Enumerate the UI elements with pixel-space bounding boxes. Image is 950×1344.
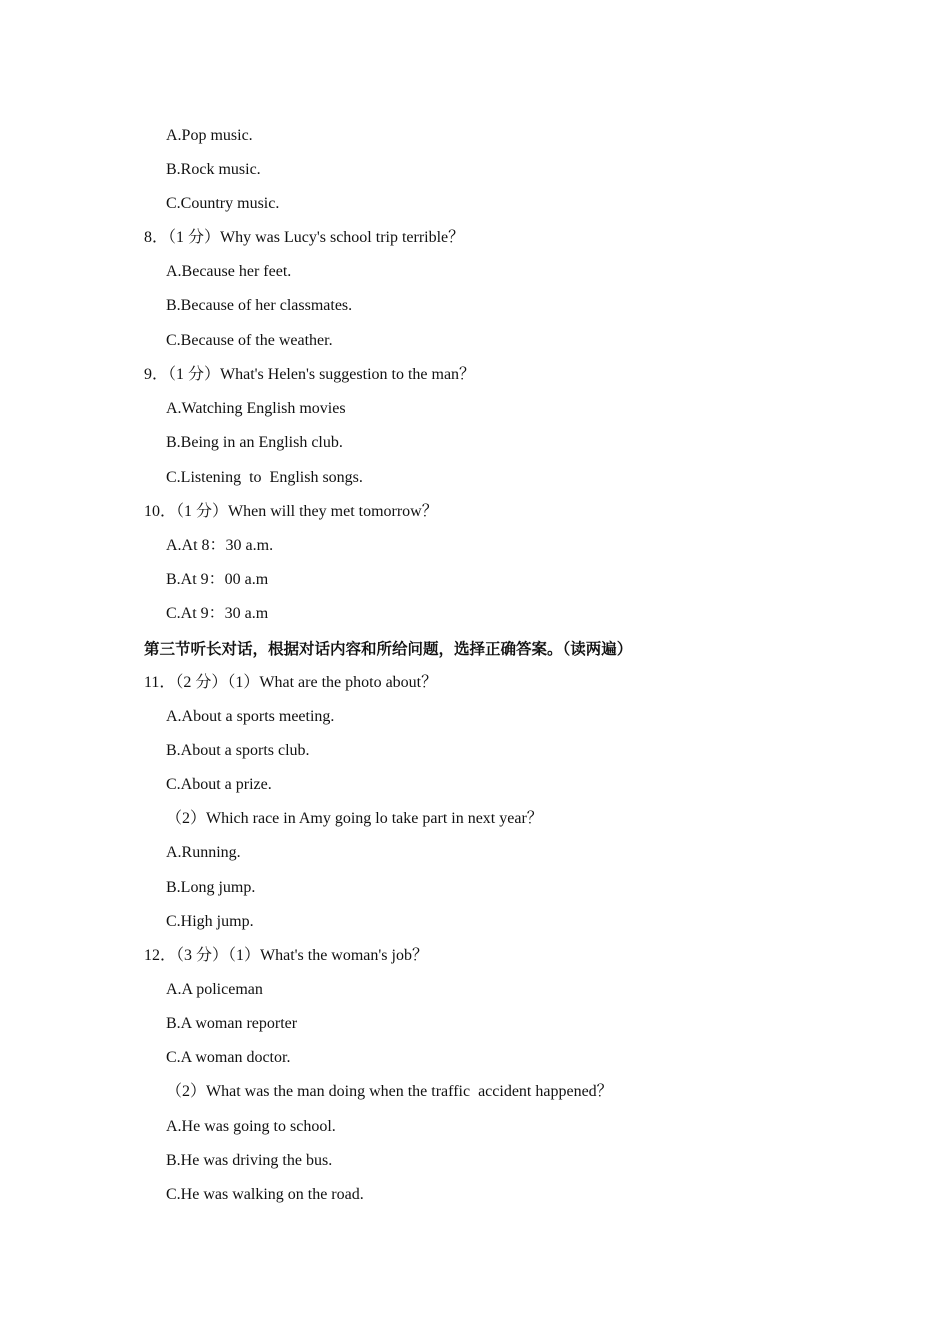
- q11-2-option-a: A.Running.: [166, 844, 241, 861]
- section-3-heading: 第三节听长对话，根据对话内容和所给问题，选择正确答案。（读两遍）: [144, 640, 633, 658]
- q12-2-option-b: B.He was driving the bus.: [166, 1152, 333, 1169]
- q9-option-c: C.Listening to English songs.: [166, 469, 363, 486]
- q8-option-a: A.Because her feet.: [166, 263, 292, 280]
- q12-2-option-c: C.He was walking on the road.: [166, 1186, 364, 1203]
- q11-2-option-c: C.High jump.: [166, 913, 254, 930]
- q12-1-option-c: C.A woman doctor.: [166, 1049, 291, 1066]
- q11-1-option-b: B.About a sports club.: [166, 742, 310, 759]
- q7-option-b: B.Rock music.: [166, 161, 261, 178]
- q11-2-stem: （2）Which race in Amy going lo take part in next year？: [166, 810, 543, 827]
- q10-option-c: C.At 9：30 a.m: [166, 605, 269, 622]
- q12-2-option-a: A.He was going to school.: [166, 1118, 336, 1135]
- q8-option-c: C.Because of the weather.: [166, 332, 333, 349]
- q10-stem: 10．（1 分）When will they met tomorrow？: [144, 503, 438, 520]
- q11-1-option-c: C.About a prize.: [166, 776, 272, 793]
- q7-option-a: A.Pop music.: [166, 127, 253, 144]
- q10-option-a: A.At 8：30 a.m.: [166, 537, 274, 554]
- q11-stem: 11．（2 分）（1）What are the photo about？: [144, 674, 438, 691]
- q11-2-option-b: B.Long jump.: [166, 879, 256, 896]
- q12-stem: 12．（3 分）（1）What's the woman's job？: [144, 947, 428, 964]
- q8-option-b: B.Because of her classmates.: [166, 297, 353, 314]
- q12-1-option-a: A.A policeman: [166, 981, 263, 998]
- q9-stem: 9．（1 分）What's Helen's suggestion to the man？: [144, 366, 476, 383]
- q12-2-stem: （2）What was the man doing when the traffic accident happened？: [166, 1083, 613, 1100]
- q7-option-c: C.Country music.: [166, 195, 280, 212]
- q12-1-option-b: B.A woman reporter: [166, 1015, 298, 1032]
- q9-option-a: A.Watching English movies: [166, 400, 346, 417]
- q11-1-option-a: A.About a sports meeting.: [166, 708, 335, 725]
- q10-option-b: B.At 9：00 a.m: [166, 571, 269, 588]
- q9-option-b: B.Being in an English club.: [166, 434, 343, 451]
- q8-stem: 8．（1 分）Why was Lucy's school trip terrible？: [144, 229, 465, 246]
